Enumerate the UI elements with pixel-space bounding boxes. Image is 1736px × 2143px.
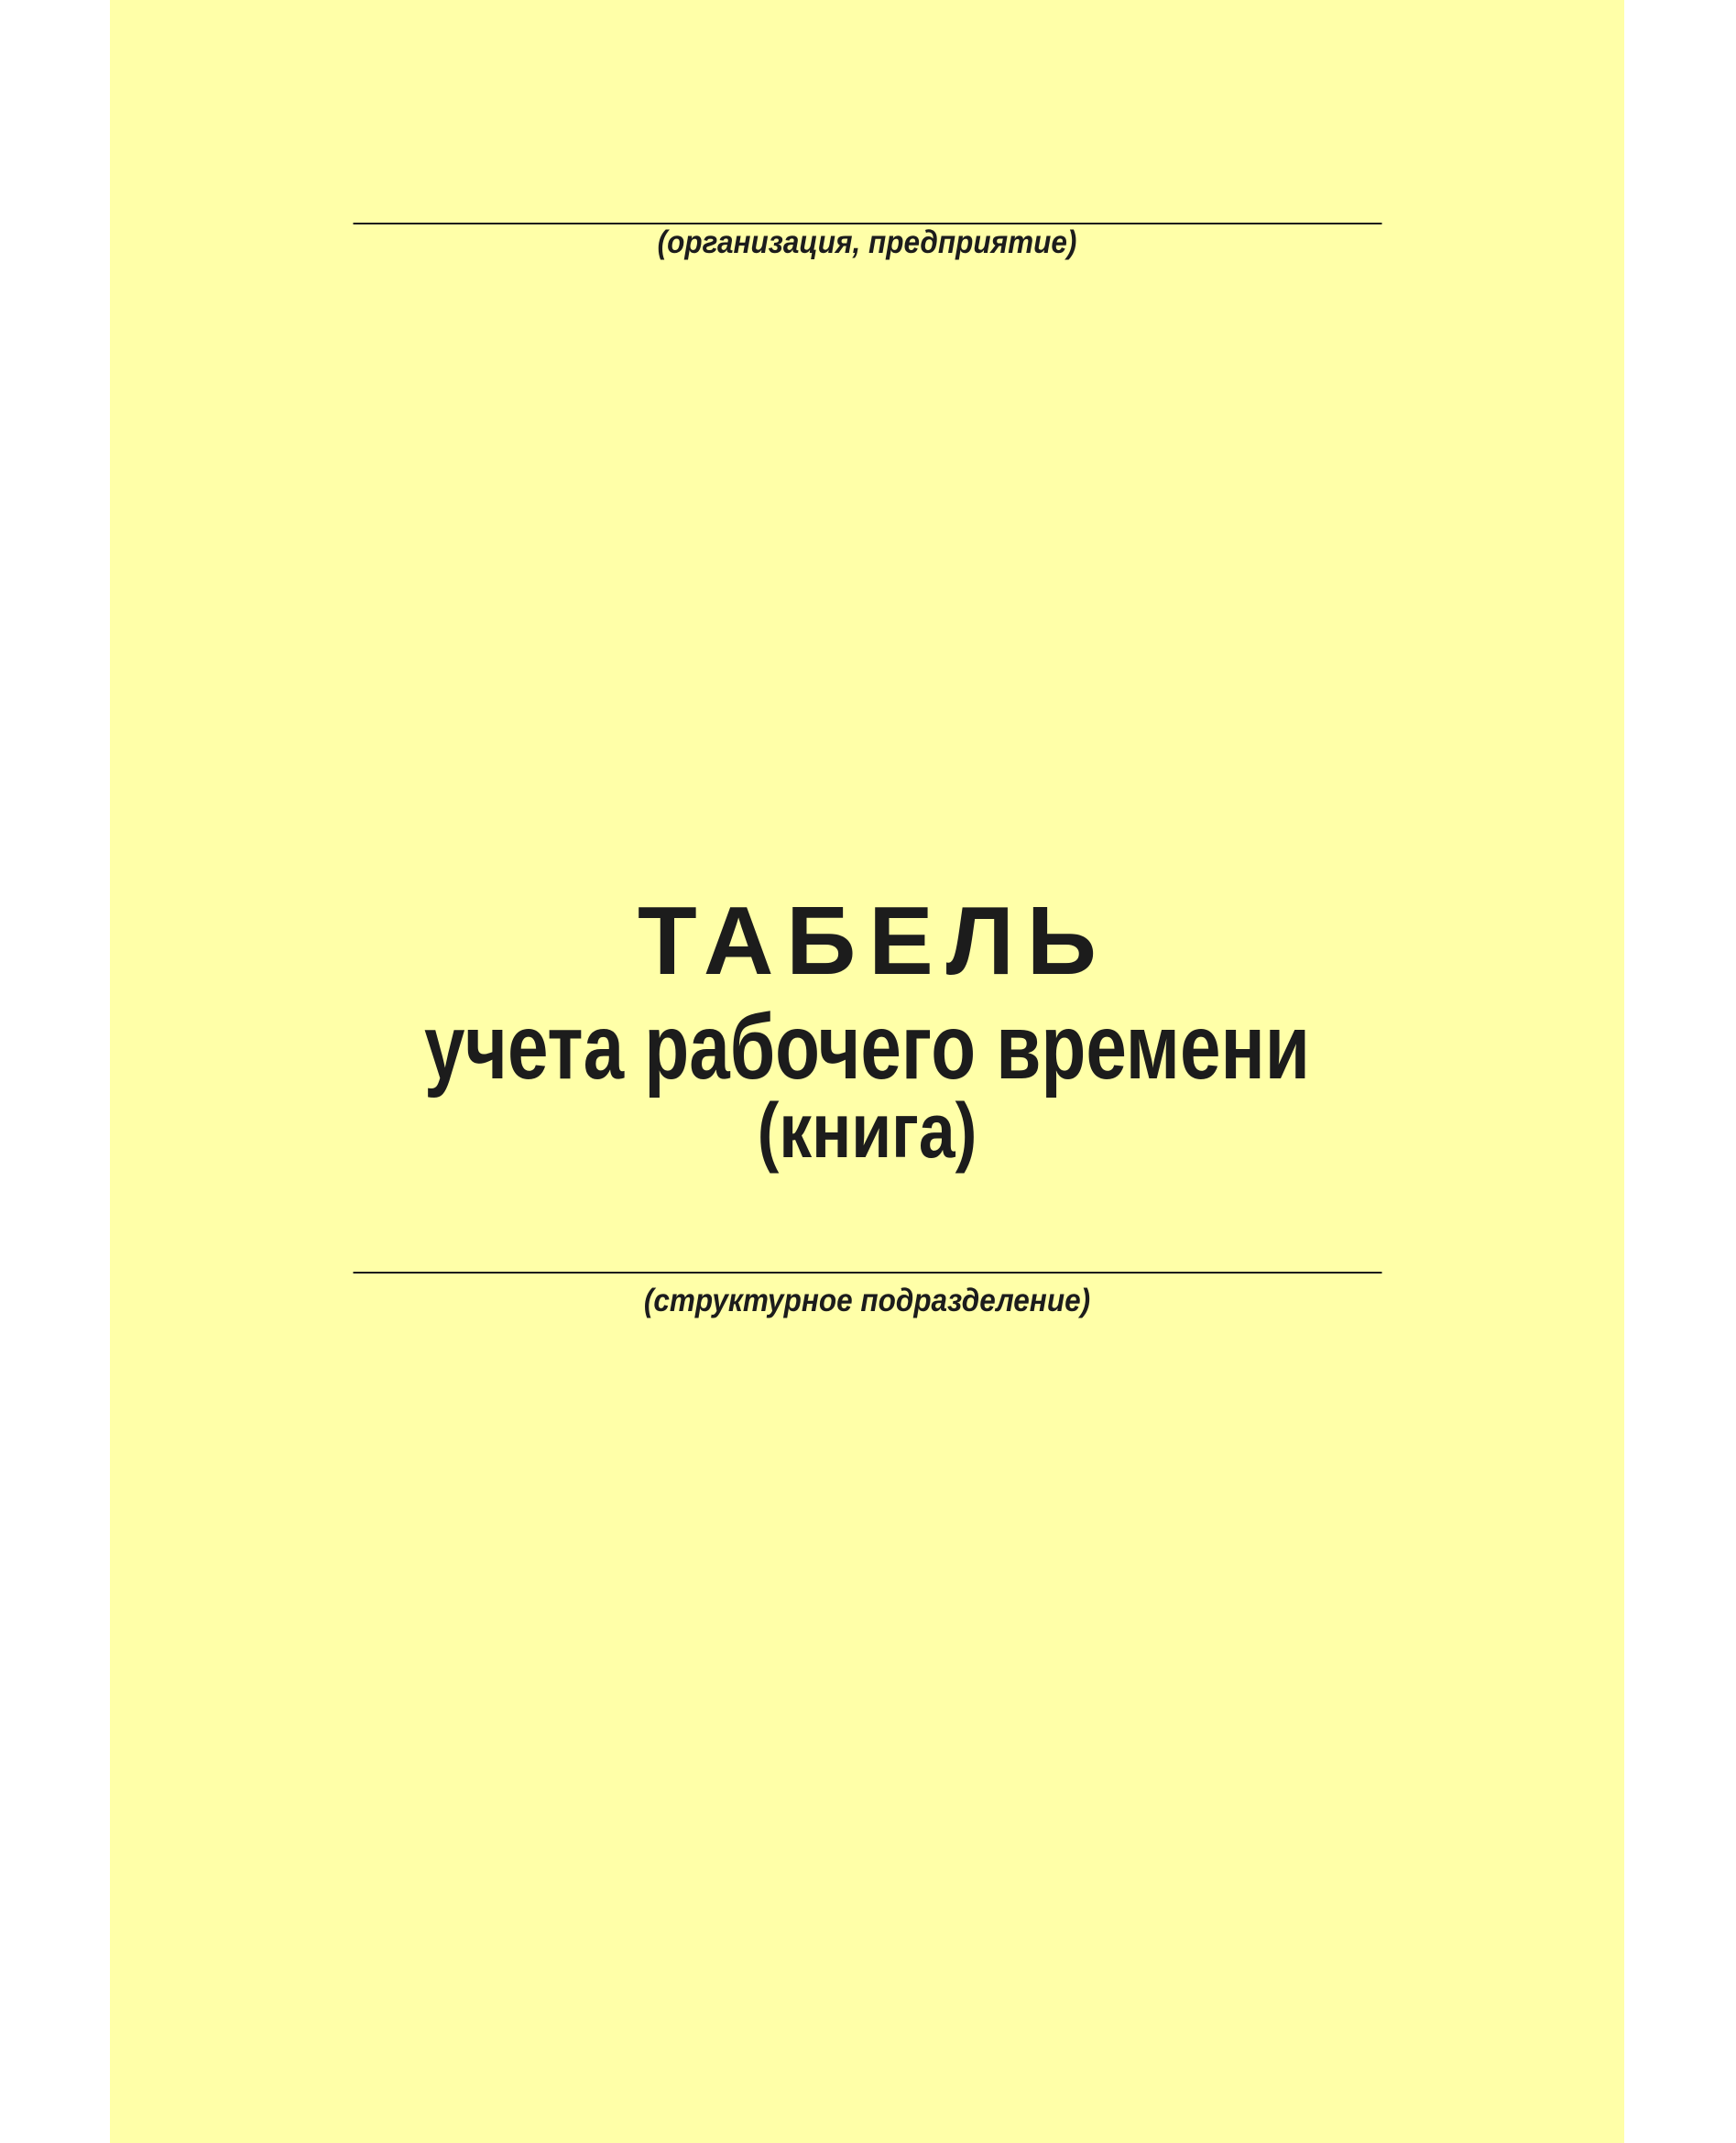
page-subtitle-book: (книга) — [757, 1088, 977, 1174]
organization-field-caption: (организация, предприятие) — [657, 224, 1077, 260]
page-subtitle: учета рабочего времени — [424, 996, 1310, 1099]
page-title: ТАБЕЛЬ — [638, 887, 1109, 995]
department-field-line — [353, 1272, 1381, 1274]
department-field-caption: (структурное подразделение) — [643, 1283, 1091, 1318]
cover-page — [110, 0, 1624, 2143]
